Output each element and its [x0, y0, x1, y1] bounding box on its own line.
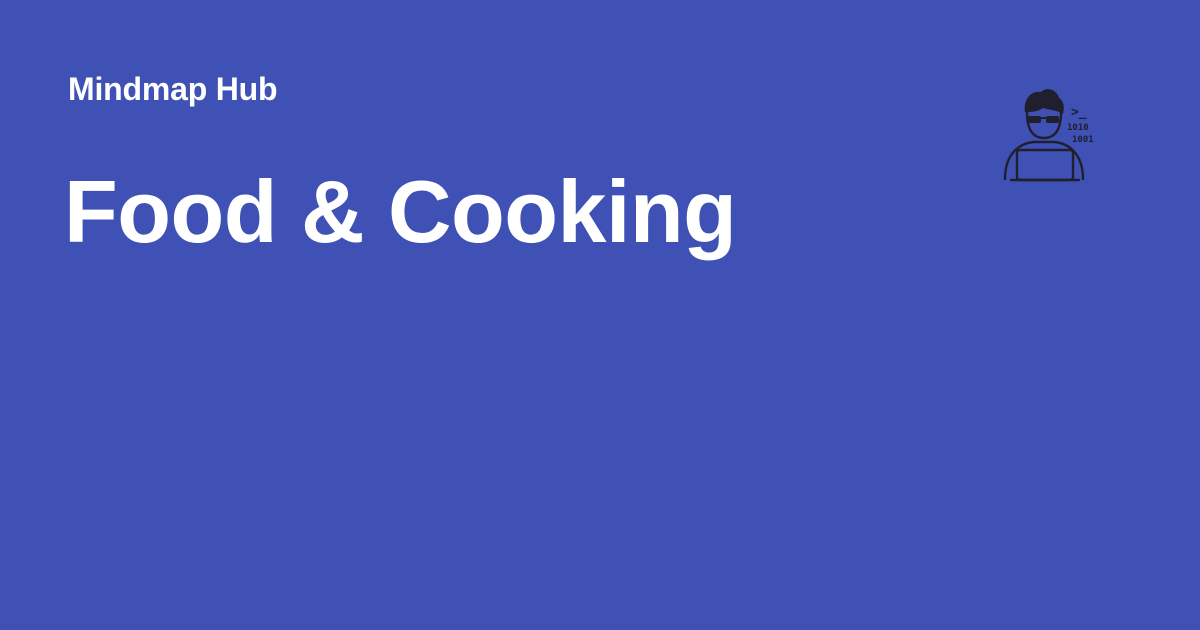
coder-avatar-icon [997, 84, 1099, 186]
binary-line-2: 1001 [1072, 135, 1094, 145]
left-lens-icon [1028, 116, 1041, 123]
prompt-icon: >_ [1071, 105, 1087, 120]
page-title: Food & Cooking [64, 162, 737, 261]
brand-name: Mindmap Hub [68, 71, 278, 107]
hair-icon [1025, 89, 1064, 114]
coder-illustration-icon [997, 84, 1099, 186]
laptop-icon [1017, 150, 1073, 180]
right-lens-icon [1046, 116, 1059, 123]
face-icon [1027, 112, 1061, 138]
binary-line-1: 1010 [1067, 123, 1089, 133]
